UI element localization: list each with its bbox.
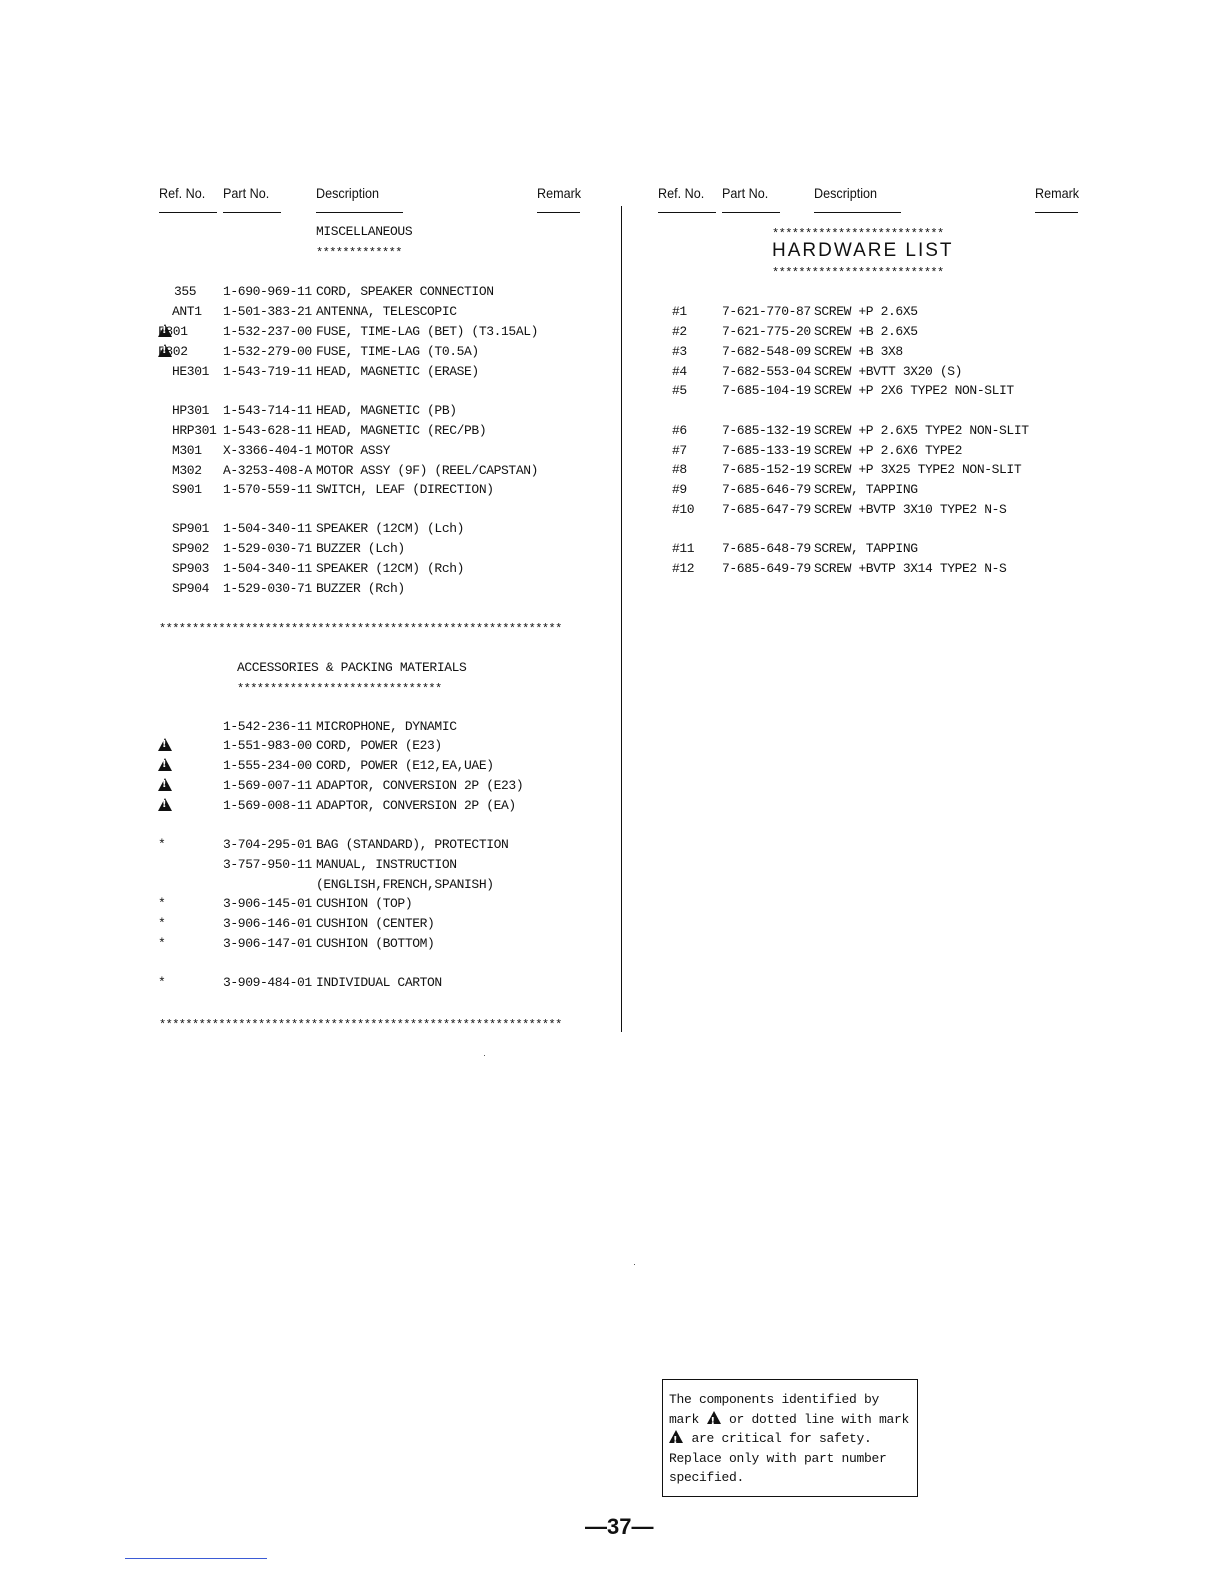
description: HEAD, MAGNETIC (ERASE) bbox=[316, 364, 479, 379]
asterisk-mark: * bbox=[158, 916, 166, 931]
hardware-row bbox=[0, 561, 1100, 581]
description: CORD, SPEAKER CONNECTION bbox=[316, 284, 494, 299]
part-no: 7-685-152-19 bbox=[722, 462, 811, 477]
description: (ENGLISH,FRENCH,SPANISH) bbox=[316, 877, 494, 892]
accessory-row bbox=[0, 719, 600, 739]
section-separator: ************************************************************* bbox=[159, 622, 562, 636]
ref-no: #7 bbox=[672, 443, 687, 458]
part-no: 7-621-770-87 bbox=[722, 304, 811, 319]
safety-note-box bbox=[662, 1379, 918, 1497]
part-no: 7-685-649-79 bbox=[722, 561, 811, 576]
part-no: 3-704-295-01 bbox=[223, 837, 312, 852]
description: MOTOR ASSY (9F) (REEL/CAPSTAN) bbox=[316, 463, 539, 478]
part-no: 1-529-030-71 bbox=[223, 541, 312, 556]
part-no: 1-555-234-00 bbox=[223, 758, 312, 773]
ref-no: 355 bbox=[174, 284, 197, 299]
description: SPEAKER (12CM) (Lch) bbox=[316, 521, 465, 536]
accessory-row bbox=[0, 877, 600, 897]
description: SCREW, TAPPING bbox=[814, 482, 918, 497]
ref-no: ! F802 bbox=[158, 344, 188, 359]
description: CUSHION (CENTER) bbox=[316, 916, 435, 931]
asterisk-mark: * bbox=[158, 837, 166, 852]
description: MOTOR ASSY bbox=[316, 443, 391, 458]
description: SCREW +BVTP 3X14 TYPE2 N-S bbox=[814, 561, 1007, 576]
description: BUZZER (Rch) bbox=[316, 581, 405, 596]
accessories-title: ACCESSORIES & PACKING MATERIALS bbox=[237, 660, 467, 675]
hardware-row bbox=[0, 383, 1100, 403]
accessories-stars: ******************************* bbox=[237, 682, 442, 696]
ref-no: M302 bbox=[172, 463, 202, 478]
part-no: 3-906-145-01 bbox=[223, 896, 312, 911]
hardware-row bbox=[0, 443, 1100, 463]
note-line: ! are critical for safety. bbox=[669, 1429, 911, 1449]
ref-no: ! F801 bbox=[158, 324, 188, 339]
part-no: 1-501-383-21 bbox=[223, 304, 312, 319]
part-no: 1-543-714-11 bbox=[223, 403, 312, 418]
hardware-row bbox=[0, 344, 1100, 364]
asterisk-mark: * bbox=[158, 936, 166, 951]
header-underline bbox=[658, 212, 716, 213]
part-no: 1-529-030-71 bbox=[223, 581, 312, 596]
remark-header: Remark bbox=[537, 185, 582, 201]
ref-no: HRP301 bbox=[172, 423, 217, 438]
part-no: 1-551-983-00 bbox=[223, 738, 312, 753]
ref-no: HP301 bbox=[172, 403, 210, 418]
description: HEAD, MAGNETIC (PB) bbox=[316, 403, 457, 418]
speck bbox=[484, 1055, 485, 1056]
asterisk-mark: * bbox=[158, 975, 166, 990]
ref-no: HE301 bbox=[172, 364, 210, 379]
description: ADAPTOR, CONVERSION 2P (EA) bbox=[316, 798, 516, 813]
note-line: Replace only with part number bbox=[669, 1450, 887, 1466]
description: FUSE, TIME-LAG (T0.5A) bbox=[316, 344, 479, 359]
part-no-header: Part No. bbox=[722, 185, 769, 201]
warning-triangle-icon bbox=[669, 1430, 683, 1443]
ref-no: SP901 bbox=[172, 521, 210, 536]
part-no: 1-570-559-11 bbox=[223, 482, 312, 497]
misc-row bbox=[0, 521, 600, 541]
part-no: 7-685-132-19 bbox=[722, 423, 811, 438]
description: CORD, POWER (E12,EA,UAE) bbox=[316, 758, 494, 773]
note-line: The components identified by bbox=[669, 1392, 880, 1407]
header-underline bbox=[814, 212, 901, 213]
accessory-row bbox=[0, 936, 600, 956]
warning-triangle-icon bbox=[158, 758, 172, 771]
part-no: 7-685-647-79 bbox=[722, 502, 811, 517]
part-no: 7-682-548-09 bbox=[722, 344, 811, 359]
ref-no: #11 bbox=[672, 541, 695, 556]
description: ANTENNA, TELESCOPIC bbox=[316, 304, 457, 319]
hardware-stars-top: ************************** bbox=[772, 227, 944, 241]
part-no: 3-909-484-01 bbox=[223, 975, 312, 990]
misc-title: MISCELLANEOUS bbox=[316, 224, 413, 239]
misc-stars: ************* bbox=[316, 246, 402, 260]
ref-no: SP903 bbox=[172, 561, 210, 576]
accessory-row bbox=[0, 896, 600, 916]
hardware-list-title: HARDWARE LIST bbox=[772, 240, 954, 261]
part-no: A-3253-408-A bbox=[223, 463, 312, 478]
ref-no-header: Ref. No. bbox=[159, 185, 206, 201]
part-no: 1-504-340-11 bbox=[223, 561, 312, 576]
part-no: 1-569-007-11 bbox=[223, 778, 312, 793]
hardware-row bbox=[0, 502, 1100, 522]
part-no: 3-757-950-11 bbox=[223, 857, 312, 872]
hardware-row bbox=[0, 423, 1100, 443]
ref-no: #1 bbox=[672, 304, 687, 319]
description: HEAD, MAGNETIC (REC/PB) bbox=[316, 423, 487, 438]
misc-row bbox=[0, 403, 600, 423]
part-no: 7-685-133-19 bbox=[722, 443, 811, 458]
description: SPEAKER (12CM) (Rch) bbox=[316, 561, 465, 576]
ref-no: ANT1 bbox=[172, 304, 202, 319]
part-no: 1-532-279-00 bbox=[223, 344, 312, 359]
part-no: X-3366-404-1 bbox=[223, 443, 312, 458]
part-no: 1-569-008-11 bbox=[223, 798, 312, 813]
ref-no: #3 bbox=[672, 344, 687, 359]
description: MANUAL, INSTRUCTION bbox=[316, 857, 457, 872]
accessory-row bbox=[0, 916, 600, 936]
description: BAG (STANDARD), PROTECTION bbox=[316, 837, 509, 852]
ref-no: #8 bbox=[672, 462, 687, 477]
part-no: 3-906-146-01 bbox=[223, 916, 312, 931]
header-underline bbox=[316, 212, 403, 213]
part-no: 7-685-104-19 bbox=[722, 383, 811, 398]
hardware-row bbox=[0, 304, 1100, 324]
description: SCREW +BVTT 3X20 (S) bbox=[814, 364, 963, 379]
hardware-row bbox=[0, 364, 1100, 384]
description: SCREW +P 2.6X5 TYPE2 NON-SLIT bbox=[814, 423, 1029, 438]
description: SCREW +P 2.6X5 bbox=[814, 304, 918, 319]
description-header: Description bbox=[316, 185, 380, 201]
section-separator-bottom: ************************************************************* bbox=[159, 1018, 562, 1032]
accessory-row bbox=[0, 837, 600, 857]
description: SCREW +BVTP 3X10 TYPE2 N-S bbox=[814, 502, 1007, 517]
bottom-rule bbox=[125, 1558, 267, 1559]
description: SCREW +P 2.6X6 TYPE2 bbox=[814, 443, 963, 458]
hardware-row bbox=[0, 541, 1100, 561]
description: CUSHION (TOP) bbox=[316, 896, 413, 911]
warning-triangle-icon bbox=[158, 738, 172, 751]
ref-no: #5 bbox=[672, 383, 687, 398]
accessory-row bbox=[0, 738, 600, 758]
part-no: 1-504-340-11 bbox=[223, 521, 312, 536]
hardware-row bbox=[0, 324, 1100, 344]
accessory-row bbox=[0, 798, 600, 818]
part-no: 7-685-648-79 bbox=[722, 541, 811, 556]
part-no: 7-685-646-79 bbox=[722, 482, 811, 497]
part-no: 7-682-553-04 bbox=[722, 364, 811, 379]
speck bbox=[634, 1264, 635, 1265]
hardware-stars-bottom: ************************** bbox=[772, 266, 944, 280]
note-line: specified. bbox=[669, 1470, 745, 1486]
description: BUZZER (Lch) bbox=[316, 541, 405, 556]
remark-header: Remark bbox=[1035, 185, 1080, 201]
ref-no: #9 bbox=[672, 482, 687, 497]
description: CORD, POWER (E23) bbox=[316, 738, 442, 753]
description: SCREW +P 3X25 TYPE2 NON-SLIT bbox=[814, 462, 1022, 477]
ref-no: #10 bbox=[672, 502, 695, 517]
ref-no: #2 bbox=[672, 324, 687, 339]
accessory-row bbox=[0, 857, 600, 877]
header-underline bbox=[537, 212, 580, 213]
note-line: mark ! or dotted line with mark bbox=[669, 1410, 911, 1430]
ref-no: S901 bbox=[172, 482, 202, 497]
description: CUSHION (BOTTOM) bbox=[316, 936, 435, 951]
page-number: —37— bbox=[585, 1514, 654, 1539]
ref-no: SP902 bbox=[172, 541, 210, 556]
hardware-row bbox=[0, 482, 1100, 502]
ref-no: #6 bbox=[672, 423, 687, 438]
description: SCREW +B 3X8 bbox=[814, 344, 903, 359]
ref-no-header: Ref. No. bbox=[658, 185, 705, 201]
part-no: 1-543-719-11 bbox=[223, 364, 312, 379]
warning-triangle-icon bbox=[707, 1411, 721, 1424]
warning-triangle-icon bbox=[158, 778, 172, 791]
header-underline bbox=[1035, 212, 1078, 213]
part-no: 1-542-236-11 bbox=[223, 719, 312, 734]
accessory-row bbox=[0, 975, 600, 995]
part-no: 1-690-969-11 bbox=[223, 284, 312, 299]
part-no: 1-543-628-11 bbox=[223, 423, 312, 438]
header-underline bbox=[159, 212, 217, 213]
ref-no: #4 bbox=[672, 364, 687, 379]
description: ADAPTOR, CONVERSION 2P (E23) bbox=[316, 778, 524, 793]
description: FUSE, TIME-LAG (BET) (T3.15AL) bbox=[316, 324, 539, 339]
header-underline bbox=[223, 212, 281, 213]
accessory-row bbox=[0, 758, 600, 778]
ref-no: SP904 bbox=[172, 581, 210, 596]
misc-row bbox=[0, 581, 600, 601]
description: SCREW +B 2.6X5 bbox=[814, 324, 918, 339]
warning-triangle-icon bbox=[158, 798, 172, 811]
description: INDIVIDUAL CARTON bbox=[316, 975, 442, 990]
part-no: 3-906-147-01 bbox=[223, 936, 312, 951]
part-no: 7-621-775-20 bbox=[722, 324, 811, 339]
description: MICROPHONE, DYNAMIC bbox=[316, 719, 457, 734]
description: SCREW, TAPPING bbox=[814, 541, 918, 556]
accessory-row bbox=[0, 778, 600, 798]
part-no-header: Part No. bbox=[223, 185, 270, 201]
asterisk-mark: * bbox=[158, 896, 166, 911]
part-no: 1-532-237-00 bbox=[223, 324, 312, 339]
misc-row bbox=[0, 284, 600, 304]
hardware-row bbox=[0, 462, 1100, 482]
ref-no: #12 bbox=[672, 561, 695, 576]
description: SWITCH, LEAF (DIRECTION) bbox=[316, 482, 494, 497]
description-header: Description bbox=[814, 185, 878, 201]
ref-no: M301 bbox=[172, 443, 202, 458]
description: SCREW +P 2X6 TYPE2 NON-SLIT bbox=[814, 383, 1014, 398]
header-underline bbox=[722, 212, 780, 213]
